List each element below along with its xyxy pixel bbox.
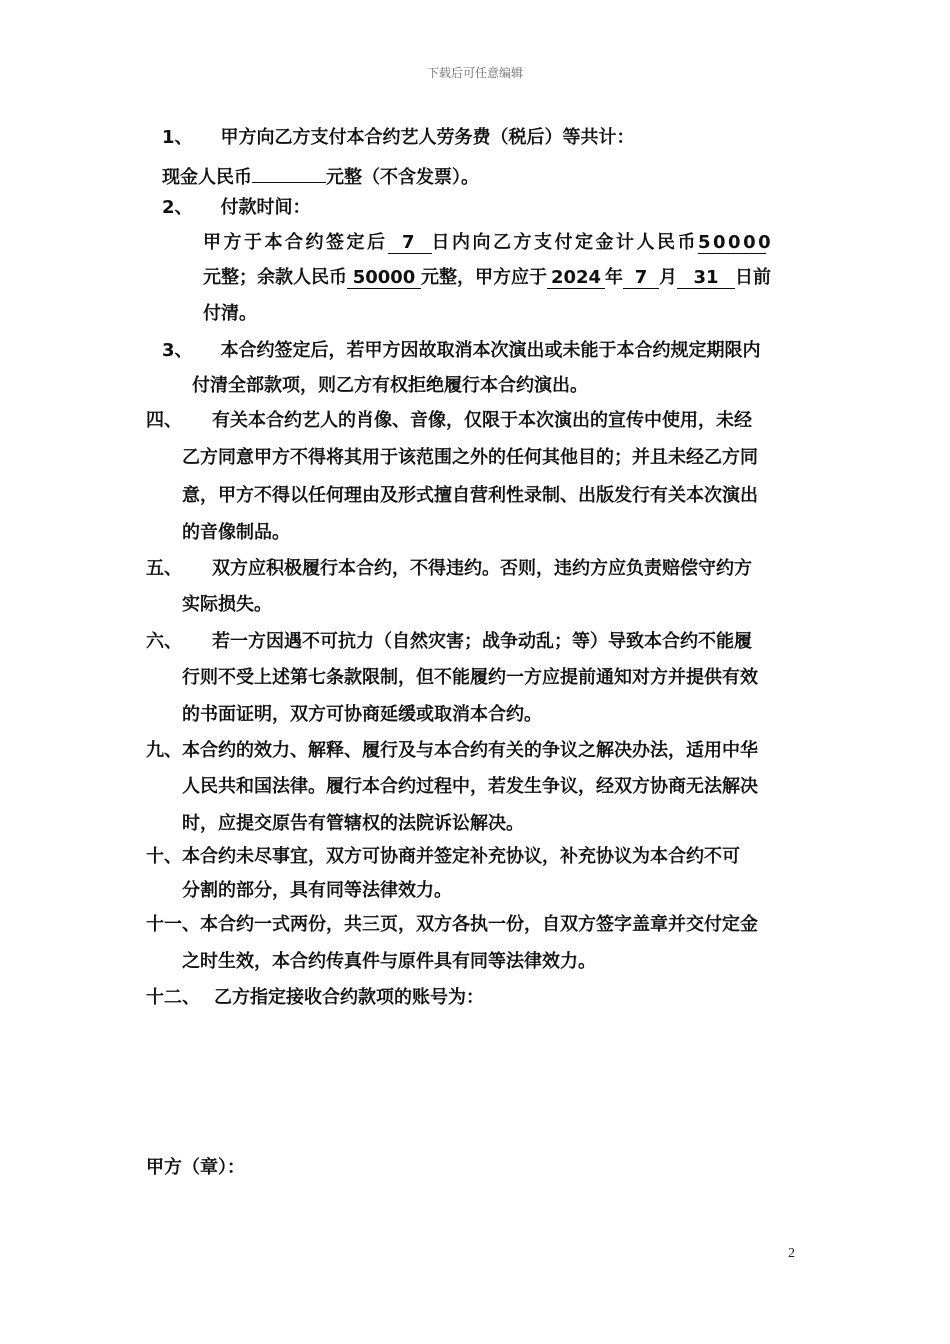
clause-2-line-2: [203, 232, 774, 254]
clause-3-line-2: 付清全部款项，则乙方有权拒绝履行本合约演出。: [192, 375, 588, 396]
section-12-number: 十二、: [146, 987, 200, 1008]
clause-2-line-1: [162, 198, 311, 218]
section-6-text: 若一方因遇不可抗力（自然灾害；战争动乱；等）导致本合约不能履: [212, 631, 752, 652]
section-4-line-1: [146, 411, 752, 431]
header-note: 下载后可任意编辑: [426, 66, 523, 80]
section-10-line-2: 分割的部分，具有同等法律效力。: [182, 880, 452, 901]
year-label: 年: [605, 267, 623, 288]
section-11-line-2: 之时生效，本合约传真件与原件具有同等法律效力。: [182, 951, 596, 972]
clause-3-line-1: [162, 341, 761, 361]
payment-text-a: 甲方于本合约签定后: [203, 232, 388, 253]
page-number: 2: [788, 1246, 795, 1261]
clause-2-line-4: 付清。: [203, 303, 257, 324]
section-9-line-2: 人民共和国法律。履行本合约过程中，若发生争议，经双方协商无法解决: [182, 776, 758, 797]
month-label: 月: [659, 267, 677, 288]
section-6-line-3: 的书面证明，双方可协商延缓或取消本合约。: [182, 704, 542, 725]
clause-2-line-3: [203, 268, 771, 289]
section-6-line-1: [146, 632, 752, 652]
section-5-line-2: 实际损失。: [182, 594, 272, 615]
section-4-line-2: 乙方同意甲方不得将其用于该范围之外的任何其他目的；并且未经乙方同: [182, 447, 758, 468]
day-label: 日前: [735, 267, 771, 288]
due-month: 7: [623, 268, 659, 289]
section-12-line-1: [146, 988, 484, 1008]
section-4-number: 四、: [146, 410, 182, 431]
party-a-seal-label: 甲方（章）：: [146, 1157, 245, 1178]
section-6-line-2: 行则不受上述第七条款限制，但不能履约一方应提前通知对方并提供有效: [182, 667, 758, 688]
cash-amount-blank: [252, 162, 326, 183]
section-4-line-4: 的音像制品。: [182, 522, 290, 543]
section-12-text: 乙方指定接收合约款项的账号为：: [214, 987, 484, 1008]
section-9-line-3: 时，应提交原告有管辖权的法院诉讼解决。: [182, 813, 524, 834]
section-4-line-3: 意，甲方不得以任何理由及形式擅自营利性录制、出版发行有关本次演出: [182, 485, 758, 506]
cash-suffix: 元整（不含发票）。: [326, 167, 479, 188]
section-4-text: 有关本合约艺人的肖像、音像，仅限于本次演出的宣传中使用，未经: [212, 410, 752, 431]
section-10-line-1: 十、本合约未尽事宜，双方可协商并签定补充协议，补充协议为本合约不可: [146, 846, 740, 867]
clause-3-text: 本合约签定后，若甲方因故取消本次演出或未能于本合约规定期限内: [220, 340, 761, 361]
payment-text-b: 日内向乙方支付定金计人民币: [431, 232, 698, 253]
clause-3-number: 3、: [162, 340, 193, 361]
clause-2-number: 2、: [162, 197, 193, 218]
clause-1-line-2: [162, 162, 479, 188]
clause-1-line-1: [162, 128, 635, 148]
clause-1-number: 1、: [162, 127, 193, 148]
balance-amount: 50000: [347, 268, 421, 289]
clause-1-text: 甲方向乙方支付本合约艺人劳务费（税后）等共计：: [220, 127, 635, 148]
section-11-line-1: 十一、本合约一式两份，共三页，双方各执一份，自双方签字盖章并交付定金: [146, 914, 758, 935]
clause-2-title: 付款时间：: [220, 197, 311, 218]
section-5-number: 五、: [146, 558, 182, 579]
due-day: 31: [677, 268, 735, 289]
due-label: 元整，甲方应于: [421, 267, 547, 288]
balance-label: 元整；余款人民币: [203, 267, 347, 288]
section-6-number: 六、: [146, 631, 182, 652]
payment-days: 7: [388, 233, 432, 254]
deposit-amount: 50000: [698, 232, 774, 253]
section-5-text: 双方应积极履行本合约，不得违约。否则，违约方应负责赔偿守约方: [212, 558, 752, 579]
section-9-line-1: 九、本合约的效力、解释、履行及与本合约有关的争议之解决办法，适用中华: [146, 740, 758, 761]
cash-label: 现金人民币: [162, 167, 252, 188]
section-5-line-1: [146, 559, 752, 579]
due-year: 2024: [547, 268, 605, 289]
